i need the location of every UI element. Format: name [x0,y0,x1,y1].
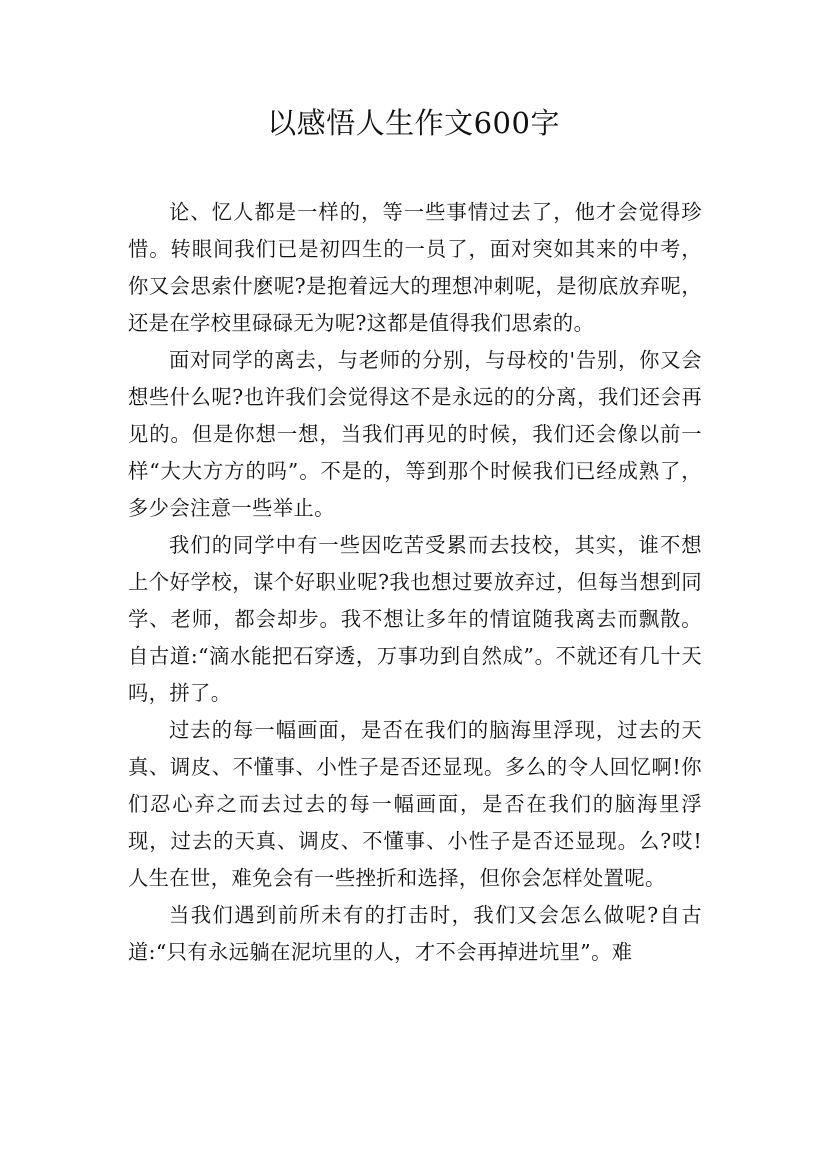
document-body [128,194,702,971]
paragraph-3: 我们的同学中有一些因吃苦受累而去技校，其实，谁不想上个好学校，谋个好职业呢?我也想过要放弃过，但每当想到同学、老师，都会却步。我不想让多年的情谊随我离去而飘散。自古道:“滴水能把石穿透，万事功到自然成”。不就还有几十天吗，拼了。 [128,533,702,705]
paragraph-4: 过去的每一幅画面，是否在我们的脑海里浮现，过去的天真、调皮、不懂事、小性子是否还显现。多么的令人回忆啊!你们忍心弃之而去过去的每一幅画面，是否在我们的脑海里浮现，过去的天真、调皮、不懂事、小性子是否还显现。么?哎!人生在世，难免会有一些挫折和选择，但你会怎样处置呢。 [128,718,702,890]
paragraph-1: 论、忆人都是一样的，等一些事情过去了，他才会觉得珍惜。转眼间我们已是初四生的一员了，面对突如其来的中考，你又会思索什麽呢?是抱着远大的理想冲刺呢，是彻底放弃呢，还是在学校里碌碌无为呢?这都是值得我们思索的。 [128,200,702,335]
paragraph-5: 当我们遇到前所未有的打击时，我们又会怎么做呢?自古道:“只有永远躺在泥坑里的人，才不会再掉进坑里”。难 [128,903,702,964]
paragraph-2: 面对同学的离去，与老师的分别，与母校的'告别，你又会想些什么呢?也许我们会觉得这不是永远的的分离，我们还会再见的。但是你想一想，当我们再见的时候，我们还会像以前一样“大大方方的吗”。不是的，等到那个时候我们已经成熟了，多少会注意一些举止。 [128,348,702,520]
document-title: 以感悟人生作文600字 [267,106,560,140]
